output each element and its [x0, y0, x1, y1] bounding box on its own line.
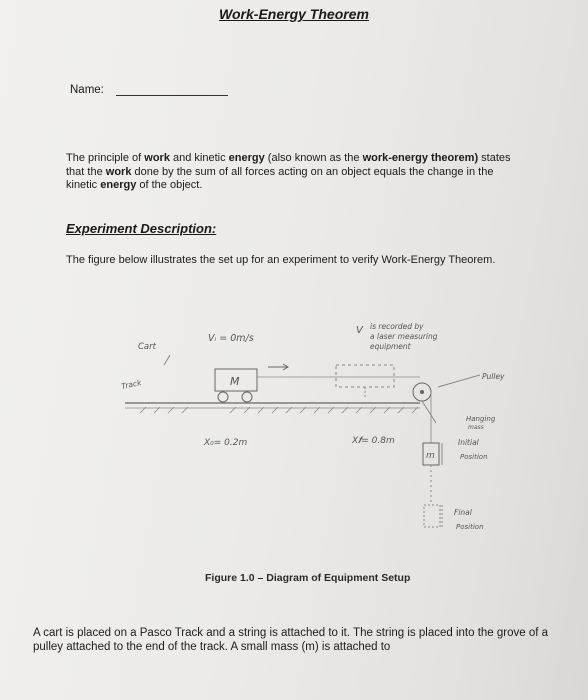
- figure-caption: Figure 1.0 – Diagram of Equipment Setup: [205, 572, 411, 584]
- hanging-mass-note: Hanging: [466, 415, 496, 423]
- intro-bold: work: [105, 165, 132, 178]
- intro-text: The principle of: [66, 152, 145, 164]
- intro-bold: work-energy theorem): [362, 152, 479, 164]
- cart-label-pointer: [164, 355, 170, 365]
- initial-position-note: Position: [460, 453, 488, 461]
- intro-text: states that the: [66, 152, 511, 178]
- final-velocity-note: equipment: [370, 342, 411, 351]
- final-velocity-label: V: [356, 325, 363, 336]
- name-blank-line: [116, 95, 228, 96]
- cart-mass-label: M: [230, 375, 240, 388]
- page-title: Work-Energy Theorem: [219, 6, 369, 22]
- initial-velocity-label: Vᵢ = 0m/s: [208, 333, 254, 344]
- name-label: Name:: [70, 84, 104, 96]
- intro-bold: energy: [228, 152, 265, 164]
- initial-position-x0: X₀= 0.2m: [204, 438, 248, 448]
- hanging-mass-label: m: [426, 451, 435, 461]
- hanging-mass-final: [424, 505, 440, 527]
- final-position-xf: X𝒇= 0.8m: [352, 436, 395, 446]
- intro-text: done by the sum of all forces acting on an object equals the change in the kinetic: [66, 165, 494, 191]
- intro-text: (also known as the: [264, 152, 363, 164]
- intro-paragraph: [66, 152, 521, 193]
- final-velocity-note: is recorded by: [370, 322, 424, 331]
- pulley-axle: [420, 390, 424, 394]
- intro-bold: energy: [100, 179, 137, 191]
- pulley-label-pointer: [438, 375, 480, 387]
- final-position-note: Final: [454, 508, 472, 517]
- intro-bold: work: [144, 152, 170, 164]
- cart-label: Cart: [138, 342, 156, 352]
- intro-text: and kinetic: [169, 152, 229, 164]
- pulley-bracket: [422, 401, 436, 423]
- section-heading: Experiment Description:: [66, 221, 217, 236]
- hanging-mass-note: mass: [468, 424, 484, 431]
- cart-final-outline: [336, 365, 394, 387]
- description-paragraph: The figure below illustrates the set up for an experiment to verify Work-Energy Theorem.: [66, 254, 496, 266]
- final-velocity-note: a laser measuring: [370, 332, 438, 341]
- initial-position-note: Initial: [458, 438, 479, 447]
- track-label: Track: [120, 377, 143, 391]
- final-position-note: Position: [456, 523, 484, 531]
- cart-wheel: [242, 392, 252, 402]
- bottom-paragraph: A cart is placed on a Pasco Track and a string is attached to it. The string is placed into the grove of a pulley attached to the end of the track. A small mass (m) is attached to: [33, 627, 549, 653]
- intro-text: of the object.: [136, 179, 203, 191]
- cart-wheel: [218, 392, 228, 402]
- equipment-diagram: [120, 315, 540, 560]
- pulley-label: Pulley: [482, 372, 505, 381]
